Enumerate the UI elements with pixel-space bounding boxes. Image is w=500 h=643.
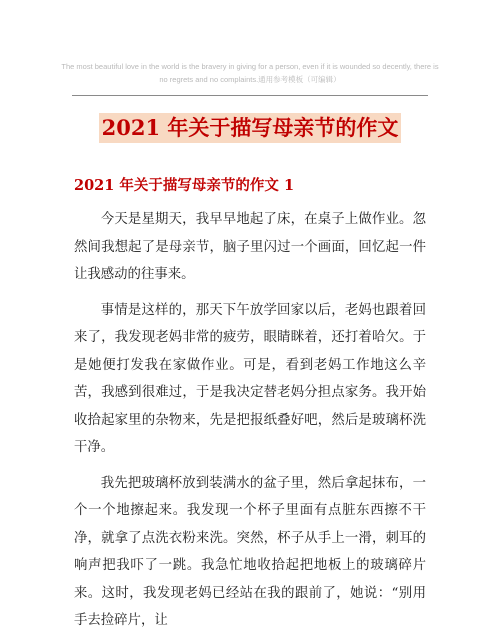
document-title bbox=[0, 113, 500, 143]
header-quote bbox=[60, 60, 440, 86]
paragraph: 事情是这样的，那天下午放学回家以后，老妈也跟着回来了，我发现老妈非常的疲劳，眼睛眯着，还打着哈欠。于是她便打发我在家做作业。可是，看到老妈工作地这么辛苦，我感到很难过，于是我决定替老妈分担点家务。我开始收拾起家里的杂物来，先是把报纸叠好吧，然后是玻璃杯洗干净。 bbox=[74, 302, 426, 455]
document-title-text: 2021 年关于描写母亲节的作文 bbox=[99, 113, 402, 143]
header-watermark: 通用参考模板（可编辑） bbox=[258, 75, 341, 84]
paragraph: 今天是星期天，我早早地起了床，在桌子上做作业。忽然间我想起了是母亲节，脑子里闪过一个画面，回忆起一件让我感动的往事来。 bbox=[74, 212, 426, 282]
header-quote-text: The most beautiful love in the world is the bravery in giving for a person, even if it is wounded so decently, there is no regrets and no complaints. bbox=[61, 62, 439, 84]
header-divider bbox=[72, 95, 428, 96]
section-heading: 2021 年关于描写母亲节的作文 1 bbox=[74, 177, 295, 194]
paragraph: 我先把玻璃杯放到装满水的盆子里，然后拿起抹布，一个一个地擦起来。我发现一个杯子里面有点脏东西擦不干净，就拿了点洗衣粉来洗。突然，杯子从手上一滑，刺耳的响声把我吓了一跳。我急忙地收拾起把地板上的玻璃碎片来。这时，我发现老妈已经站在我的跟前了，她说：“别用手去捡碎片，让 bbox=[74, 475, 426, 628]
document-body bbox=[74, 206, 426, 643]
